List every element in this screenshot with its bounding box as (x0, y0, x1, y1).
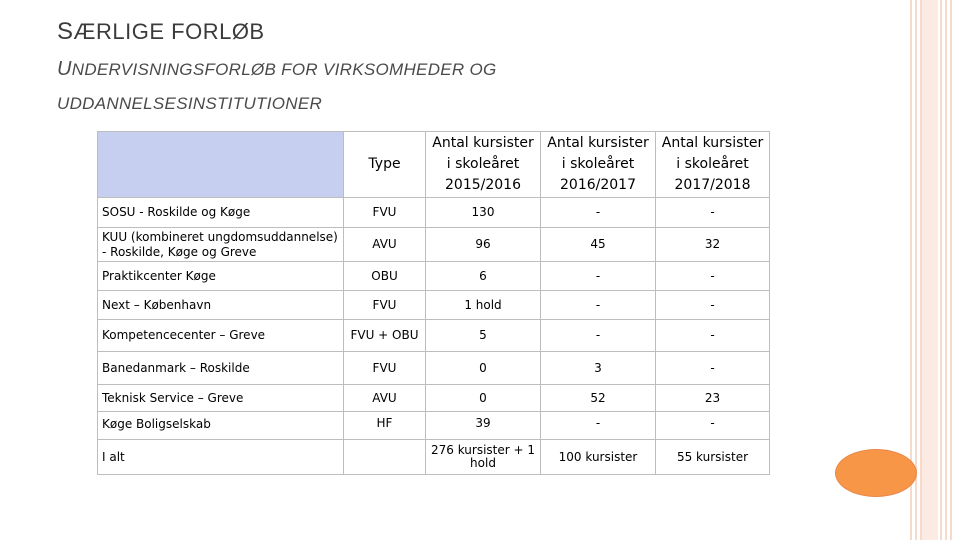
slide-title (57, 18, 265, 46)
row-count-2016-2017: - (541, 320, 656, 352)
header-year-2016-2017: Antal kursister i skoleåret 2016/2017 (541, 132, 656, 198)
header-empty-cell (98, 132, 344, 198)
total-2017-2018: 55 kursister (656, 440, 770, 475)
row-type: AVU (344, 228, 426, 262)
row-count-2017-2018: - (656, 198, 770, 228)
row-count-2016-2017: 52 (541, 385, 656, 412)
row-count-2016-2017: - (541, 198, 656, 228)
row-name: Praktikcenter Køge (98, 262, 344, 291)
table-row (98, 385, 770, 412)
header-year-2015-2016: Antal kursister i skoleåret 2015/2016 (426, 132, 541, 198)
row-count-2017-2018: - (656, 262, 770, 291)
row-type: HF (344, 412, 426, 440)
row-count-2015-2016: 0 (426, 352, 541, 385)
row-count-2016-2017: - (541, 291, 656, 320)
row-count-2015-2016: 39 (426, 412, 541, 440)
row-name: KUU (kombineret ungdomsuddannelse) - Roskilde, Køge og Greve (98, 228, 344, 262)
row-count-2015-2016: 130 (426, 198, 541, 228)
table-row (98, 352, 770, 385)
row-count-2016-2017: - (541, 412, 656, 440)
total-label: I alt (98, 440, 344, 475)
row-count-2017-2018: - (656, 320, 770, 352)
subtitle-initial: U (57, 58, 72, 80)
table-row (98, 262, 770, 291)
row-count-2015-2016: 96 (426, 228, 541, 262)
table-row (98, 320, 770, 352)
table-row (98, 228, 770, 262)
row-name: Banedanmark – Roskilde (98, 352, 344, 385)
row-type: AVU (344, 385, 426, 412)
table-header-row (98, 132, 770, 198)
row-name: Teknisk Service – Greve (98, 385, 344, 412)
total-2015-2016: 276 kursister + 1 hold (426, 440, 541, 475)
row-type: FVU (344, 291, 426, 320)
table-row (98, 412, 770, 440)
row-type: FVU + OBU (344, 320, 426, 352)
total-2016-2017: 100 kursister (541, 440, 656, 475)
decorative-side-stripes (910, 0, 952, 540)
row-type: FVU (344, 352, 426, 385)
row-count-2015-2016: 6 (426, 262, 541, 291)
total-type (344, 440, 426, 475)
courses-table (97, 131, 770, 475)
title-initial: S (57, 18, 74, 45)
title-rest: ÆRLIGE FORLØB (73, 19, 265, 44)
row-type: FVU (344, 198, 426, 228)
row-count-2017-2018: 23 (656, 385, 770, 412)
header-year-2017-2018: Antal kursister i skoleåret 2017/2018 (656, 132, 770, 198)
row-count-2017-2018: - (656, 412, 770, 440)
table-row (98, 291, 770, 320)
row-name: Kompetencecenter – Greve (98, 320, 344, 352)
row-count-2016-2017: - (541, 262, 656, 291)
row-count-2017-2018: 32 (656, 228, 770, 262)
header-type: Type (344, 132, 426, 198)
row-count-2015-2016: 0 (426, 385, 541, 412)
row-count-2015-2016: 5 (426, 320, 541, 352)
row-count-2015-2016: 1 hold (426, 291, 541, 320)
row-type: OBU (344, 262, 426, 291)
subtitle-rest: NDERVISNINGSFORLØB FOR VIRKSOMHEDER OG UDDANNELSESINSTITUTIONER (57, 60, 497, 113)
row-name: SOSU - Roskilde og Køge (98, 198, 344, 228)
slide-subtitle (57, 52, 617, 121)
row-count-2017-2018: - (656, 352, 770, 385)
row-count-2016-2017: 45 (541, 228, 656, 262)
row-name: Next – København (98, 291, 344, 320)
table-row (98, 198, 770, 228)
row-count-2016-2017: 3 (541, 352, 656, 385)
table-total-row (98, 440, 770, 475)
decorative-orange-circle (835, 449, 917, 497)
row-count-2017-2018: - (656, 291, 770, 320)
row-name: Køge Boligselskab (98, 412, 344, 440)
